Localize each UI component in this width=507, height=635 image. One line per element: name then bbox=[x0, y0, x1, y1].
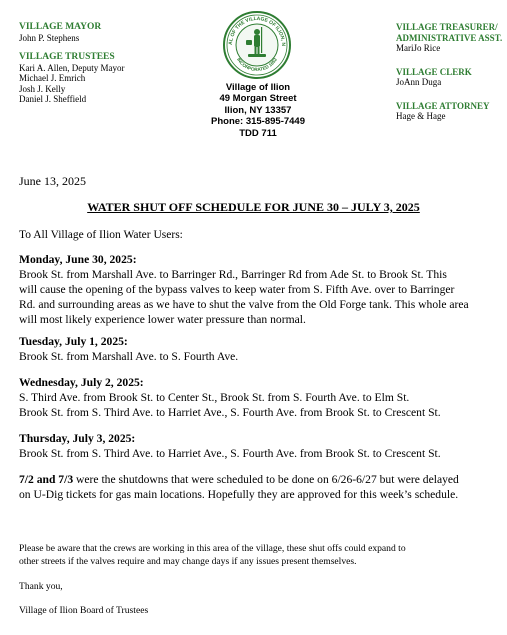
seal-ring-top: AL OF THE VILLAGE OF ILION, N bbox=[227, 15, 287, 47]
schedule-line: will most likely experience lower water pressure than normal. bbox=[19, 313, 306, 326]
delay-note bbox=[19, 472, 491, 502]
schedule-tuesday bbox=[19, 334, 491, 364]
attorney-title: VILLAGE ATTORNEY bbox=[396, 100, 490, 111]
schedule-line: S. Third Ave. from Brook St. to Center St., Brook St. from S. Fourth Ave. to Elm St. bbox=[19, 391, 410, 404]
schedule-thursday bbox=[19, 431, 491, 461]
schedule-line: Brook St. from S. Third Ave. to Harriet Ave., S. Fourth Ave. from Brook St. to Crescent St. bbox=[19, 406, 441, 419]
street-address: 49 Morgan Street bbox=[219, 93, 297, 105]
city-state-zip: Ilion, NY 13357 bbox=[224, 104, 292, 116]
closing: Thank you, bbox=[19, 581, 63, 592]
greeting: To All Village of Ilion Water Users: bbox=[19, 229, 183, 241]
advisory-line: Please be aware that the crews are working in this area of the village, these shut offs could expand to bbox=[19, 543, 406, 554]
day-heading: Wednesday, July 2, 2025: bbox=[19, 376, 144, 389]
seal-graphic bbox=[222, 10, 292, 80]
schedule-line: will cause the opening of the bypass valves to keep water from S. Fifth Ave. over to Barringer bbox=[19, 283, 455, 296]
schedule-line: Brook St. from Marshall Ave. to Barringer Rd., Barringer Rd from Ade St. to Brook St. This bbox=[19, 268, 447, 281]
mayor-name: John P. Stephens bbox=[19, 32, 80, 43]
document-title: WATER SHUT OFF SCHEDULE FOR JUNE 30 – JULY 3, 2025 bbox=[87, 200, 420, 214]
day-heading: Thursday, July 3, 2025: bbox=[19, 432, 136, 445]
treasurer-name: MariJo Rice bbox=[396, 43, 441, 53]
officials-left bbox=[19, 22, 179, 105]
day-heading: Tuesday, July 1, 2025: bbox=[19, 335, 128, 348]
day-heading: Monday, June 30, 2025: bbox=[19, 253, 137, 266]
signature: Village of Ilion Board of Trustees bbox=[19, 605, 149, 616]
treasurer-title: VILLAGE TREASURER/ bbox=[396, 22, 498, 32]
attorney-name: Hage & Hage bbox=[396, 111, 446, 121]
trustees-title: VILLAGE TRUSTEES bbox=[19, 52, 115, 62]
letter-date: June 13, 2025 bbox=[19, 174, 86, 188]
schedule-line: Rd. and surrounding areas as we have to shut the valve from the Old Forge tank. This whole area bbox=[19, 298, 469, 311]
schedule-line: Brook St. from Marshall Ave. to S. Fourth Ave. bbox=[19, 350, 239, 363]
schedule-line: Brook St. from S. Third Ave. to Harriet Ave., S. Fourth Ave. from Brook St. to Crescent St. bbox=[19, 447, 441, 460]
trustee-name: Josh J. Kelly bbox=[19, 83, 66, 94]
schedule-monday bbox=[19, 252, 491, 327]
trustee-name: Kari A. Allen, Deputy Mayor bbox=[19, 62, 125, 73]
mayor-title: VILLAGE MAYOR bbox=[19, 22, 102, 32]
trustee-name: Daniel J. Sheffield bbox=[19, 94, 87, 104]
village-seal bbox=[222, 10, 292, 80]
advisory-line: other streets if the valves require and may change days if any issues present themselves. bbox=[19, 556, 357, 567]
officials-right bbox=[396, 22, 506, 122]
advisory-notice bbox=[19, 542, 491, 568]
trustee-name: Michael J. Emrich bbox=[19, 73, 86, 83]
note-text: were the shutdowns that were scheduled to be done on 6/26-6/27 but were delayed bbox=[73, 473, 459, 486]
seal-ring-bottom: INCORPORATED 1852 bbox=[236, 57, 278, 73]
phone-number: Phone: 315-895-7449 bbox=[211, 116, 305, 128]
note-line-2: on U-Dig tickets for gas main locations. Hopefully they are approved for this week’s schedule. bbox=[19, 488, 459, 501]
village-name: Village of Ilion bbox=[225, 82, 291, 93]
village-address bbox=[198, 82, 318, 139]
schedule-wednesday bbox=[19, 375, 491, 420]
note-dates: 7/2 and 7/3 bbox=[19, 473, 74, 486]
tdd-number: TDD 711 bbox=[239, 127, 277, 139]
treasurer-title-2: ADMINISTRATIVE ASST. bbox=[396, 32, 503, 43]
clerk-name: JoAnn Duga bbox=[396, 77, 442, 87]
note-line-1 bbox=[19, 472, 491, 487]
clerk-title: VILLAGE CLERK bbox=[396, 66, 472, 77]
